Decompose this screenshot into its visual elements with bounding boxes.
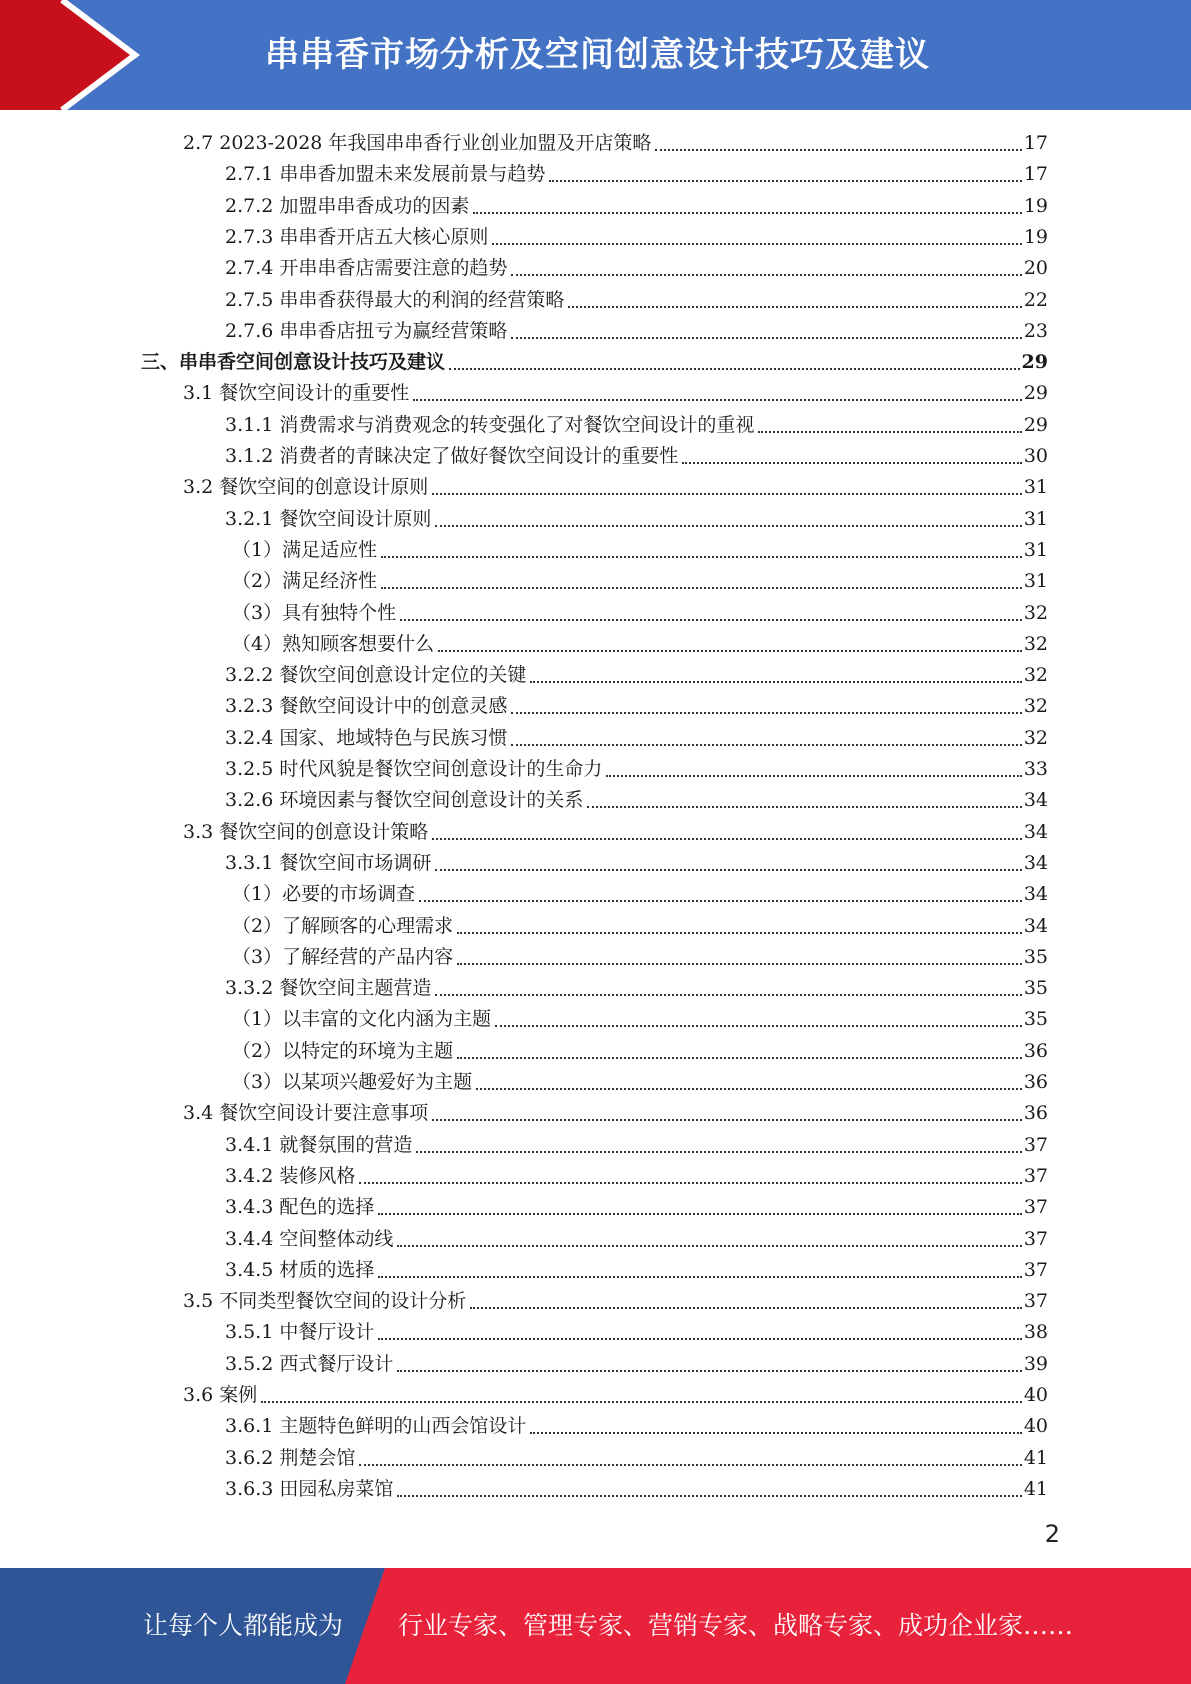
toc-entry-label: 3.5 不同类型餐饮空间的设计分析 [183,1290,467,1313]
toc-leader-dots [435,524,1021,527]
toc-entry[interactable] [225,441,1048,472]
toc-entry-page: 37 [1023,1290,1048,1313]
toc-entry[interactable] [225,1474,1048,1505]
toc-entry-page: 34 [1023,883,1048,906]
toc-entry-label: 3.6 案例 [183,1384,258,1406]
toc-entry-label: 3.5.1 中餐厅设计 [225,1321,375,1344]
toc-leader-dots [397,1244,1021,1247]
toc-leader-dots [261,1400,1022,1403]
toc-entry[interactable] [225,1443,1048,1474]
toc-leader-dots [511,273,1021,276]
toc-entry-label: （1）以丰富的文化内涵为主题 [232,1008,492,1031]
toc-entry-page: 37 [1023,1227,1048,1250]
toc-entry-label: 3.6.2 荆楚会馆 [225,1446,356,1469]
toc-entry-page: 36 [1023,1071,1048,1093]
toc-entry-page: 37 [1023,1164,1048,1187]
footer-slogan-left: 让每个人都能成为 [143,1611,344,1640]
toc-entry-page: 19 [1023,225,1048,248]
toc-entry[interactable] [225,222,1048,253]
toc-leader-dots [682,461,1021,464]
toc-entry-label: （2）以特定的环境为主题 [232,1039,454,1062]
toc-leader-dots [568,305,1021,308]
toc-entry-label: 3.6.1 主题特色鲜明的山西会馆设计 [225,1415,527,1438]
toc-entry-label: 3.4 餐饮空间设计要注意事项 [183,1102,429,1125]
toc-entry-page: 23 [1023,319,1048,342]
toc-entry-page: 40 [1023,1384,1048,1406]
toc-entry[interactable] [232,566,1048,597]
toc-entry-label: 3.4.4 空间整体动线 [225,1227,394,1250]
toc-entry-page: 32 [1023,726,1048,749]
toc-entry[interactable] [232,629,1048,660]
toc-entry-label: 3.3 餐饮空间的创意设计策略 [183,820,429,843]
toc-entry-label: （3）了解经营的产品内容 [232,945,454,968]
toc-entry-page: 20 [1023,257,1048,280]
toc-leader-dots [606,774,1021,777]
header-arrow-icon [0,0,160,110]
toc-leader-dots [511,711,1021,714]
toc-leader-dots [530,680,1021,683]
toc-entry[interactable] [232,911,1048,942]
toc-entry-label: 三、串串香空间创意设计技巧及建议 [141,351,446,374]
toc-leader-dots [758,430,1021,433]
toc-entry[interactable] [225,1317,1048,1348]
toc-leader-dots [359,1181,1021,1184]
toc-leader-dots [495,1024,1022,1027]
toc-leader-dots [381,586,1022,589]
toc-entry-page: 34 [1023,789,1048,812]
toc-entry-label: 3.4.5 材质的选择 [225,1258,375,1281]
toc-leader-dots [457,1056,1022,1059]
toc-entry-page: 29 [1023,413,1048,436]
toc-leader-dots [511,336,1021,339]
toc-entry-label: 2.7.3 串串香开店五大核心原则 [225,225,489,248]
toc-entry-page: 35 [1023,977,1048,1000]
toc-entry[interactable] [183,1286,1048,1317]
toc-entry[interactable] [232,1067,1048,1098]
toc-entry-page: 31 [1023,507,1048,530]
toc-entry[interactable] [225,1192,1048,1223]
document-title: 串串香市场分析及空间创意设计技巧及建议 [265,35,930,75]
page-footer [0,1568,1191,1684]
toc-leader-dots [438,649,1022,652]
toc-entry-page: 35 [1023,1008,1048,1031]
toc-entry[interactable] [141,347,1048,378]
toc-entry-label: 2.7.6 串串香店扭亏为赢经营策略 [225,319,508,342]
toc-entry[interactable] [225,159,1048,190]
toc-entry-label: 3.2.3 餐飲空间设计中的创意灵感 [225,695,508,718]
toc-entry-label: 3.6.3 田园私房菜馆 [225,1477,394,1500]
toc-entry-label: （2）了解顾客的心理需求 [232,914,454,937]
toc-entry-page: 41 [1023,1477,1048,1500]
toc-entry-label: （1）满足适应性 [232,538,378,561]
toc-entry[interactable] [225,723,1048,754]
toc-entry-label: 3.5.2 西式餐厅设计 [225,1352,394,1375]
toc-entry-page: 31 [1023,476,1048,499]
toc-leader-dots [457,931,1022,934]
toc-entry-page: 33 [1023,758,1048,780]
toc-entry-label: 3.1.2 消费者的青睐决定了做好餐饮空间设计的重要性 [225,445,679,467]
toc-leader-dots [511,743,1021,746]
toc-leader-dots [457,962,1022,965]
toc-entry[interactable] [225,1411,1048,1442]
toc-entry-label: 2.7 2023-2028 年我国串串香行业创业加盟及开店策略 [183,132,652,154]
toc-entry-label: 3.4.1 就餐氛围的营造 [225,1133,413,1156]
toc-leader-dots [435,868,1021,871]
toc-entry[interactable] [232,879,1048,910]
toc-leader-dots [378,1337,1021,1340]
toc-leader-dots [359,1463,1021,1466]
toc-entry[interactable] [225,191,1048,222]
toc-entry[interactable] [232,1036,1048,1067]
toc-entry-label: 3.2.1 餐饮空间设计原则 [225,507,432,530]
toc-entry[interactable] [225,1224,1048,1255]
toc-entry-label: 3.2.2 餐饮空间创意设计定位的关键 [225,664,527,687]
toc-entry-label: 3.2.5 时代风貌是餐饮空间创意设计的生命力 [225,758,603,780]
toc-entry-page: 38 [1023,1321,1048,1344]
toc-entry[interactable] [183,1380,1048,1411]
toc-entry-label: 3.1 餐饮空间设计的重要性 [183,382,410,405]
toc-entry[interactable] [225,410,1048,441]
toc-entry-label: 3.1.1 消费需求与消费观念的转变强化了对餐饮空间设计的重视 [225,413,755,436]
toc-entry-page: 22 [1023,288,1048,311]
toc-entry-label: 3.3.2 餐饮空间主题营造 [225,977,432,1000]
toc-entry-label: 3.3.1 餐饮空间市场调研 [225,851,432,874]
toc-entry-page: 32 [1023,664,1048,687]
toc-entry-page: 29 [1021,351,1048,374]
toc-entry[interactable] [225,1161,1048,1192]
toc-leader-dots [432,492,1022,495]
toc-leader-dots [449,367,1020,370]
toc-entry[interactable] [225,785,1048,816]
toc-entry-label: 2.7.1 串串香加盟未来发展前景与趋势 [225,163,546,186]
toc-entry-label: （2）满足经济性 [232,570,378,593]
toc-entry[interactable] [183,128,1048,159]
page-number: 2 [1044,1520,1060,1548]
toc-leader-dots [655,148,1021,151]
toc-entry-page: 30 [1023,445,1048,467]
toc-entry-page: 32 [1023,601,1048,624]
toc-entry-page: 37 [1023,1258,1048,1281]
toc-leader-dots [470,1306,1022,1309]
footer-slogan-right: 行业专家、管理专家、营销专家、战略专家、成功企业家…… [398,1611,1074,1640]
toc-entry-label: 3.2.4 国家、地域特色与民族习惯 [225,726,508,749]
toc-entry-page: 34 [1023,914,1048,937]
toc-entry-label: （4）熟知顾客想要什么 [232,632,435,655]
toc-leader-dots [416,1150,1021,1153]
toc-leader-dots [419,899,1022,902]
toc-entry[interactable] [225,316,1048,347]
toc-leader-dots [397,1369,1021,1372]
toc-entry[interactable] [225,504,1048,535]
toc-leader-dots [492,242,1021,245]
toc-entry-page: 35 [1023,945,1048,968]
toc-entry-page: 32 [1023,695,1048,718]
toc-entry-label: 3.4.2 装修风格 [225,1164,356,1187]
toc-entry[interactable] [225,1255,1048,1286]
toc-entry[interactable] [225,691,1048,722]
toc-leader-dots [378,1275,1021,1278]
toc-entry-page: 17 [1023,132,1048,154]
toc-entry[interactable] [225,660,1048,691]
toc-entry[interactable] [232,535,1048,566]
toc-leader-dots [400,618,1022,621]
toc-entry-page: 34 [1023,820,1048,843]
toc-entry-label: 3.4.3 配色的选择 [225,1196,375,1219]
toc-entry-page: 19 [1023,194,1048,217]
toc-entry-label: 2.7.5 串串香获得最大的利润的经营策略 [225,288,565,311]
toc-entry[interactable] [225,754,1048,785]
toc-leader-dots [378,1212,1021,1215]
toc-entry-page: 36 [1023,1039,1048,1062]
toc-entry-label: 3.2 餐饮空间的创意设计原则 [183,476,429,499]
toc-entry-label: （3）以某项兴趣爱好为主题 [232,1071,473,1093]
toc-leader-dots [397,1494,1021,1497]
toc-leader-dots [432,1118,1022,1121]
toc-leader-dots [435,993,1021,996]
toc-entry-page: 36 [1023,1102,1048,1125]
toc-entry[interactable] [183,1098,1048,1129]
toc-entry-label: （3）具有独特个性 [232,601,397,624]
toc-entry-page: 40 [1023,1415,1048,1438]
toc-entry-page: 34 [1023,851,1048,874]
toc-entry-page: 41 [1023,1446,1048,1469]
toc-leader-dots [530,1431,1021,1434]
toc-entry-page: 31 [1023,570,1048,593]
toc-entry[interactable] [232,1004,1048,1035]
toc-entry-label: 2.7.2 加盟串串香成功的因素 [225,194,470,217]
toc-leader-dots [473,211,1021,214]
toc-leader-dots [381,555,1022,558]
toc-leader-dots [587,805,1021,808]
toc-entry-label: 3.2.6 环境因素与餐饮空间创意设计的关系 [225,789,584,812]
page-header [0,0,1191,110]
toc-entry-page: 29 [1023,382,1048,405]
toc-entry-page: 37 [1023,1196,1048,1219]
toc-entry[interactable] [225,253,1048,284]
toc-entry-page: 39 [1023,1352,1048,1375]
toc-entry[interactable] [225,848,1048,879]
toc-entry-page: 37 [1023,1133,1048,1156]
toc-entry-label: （1）必要的市场调查 [232,883,416,906]
toc-entry[interactable] [225,1130,1048,1161]
toc-entry[interactable] [225,285,1048,316]
toc-leader-dots [549,179,1021,182]
toc-entry[interactable] [183,378,1048,409]
toc-entry[interactable] [225,973,1048,1004]
toc-entry[interactable] [183,472,1048,503]
toc-entry[interactable] [232,942,1048,973]
toc-leader-dots [476,1087,1022,1090]
toc-entry-page: 32 [1023,632,1048,655]
toc-entry[interactable] [225,1349,1048,1380]
toc-entry-page: 17 [1023,163,1048,186]
toc-entry[interactable] [183,817,1048,848]
toc-leader-dots [413,398,1022,401]
toc-entry-page: 31 [1023,538,1048,561]
toc-entry-label: 2.7.4 开串串香店需要注意的趋势 [225,257,508,280]
toc-leader-dots [432,837,1022,840]
toc-entry[interactable] [232,598,1048,629]
